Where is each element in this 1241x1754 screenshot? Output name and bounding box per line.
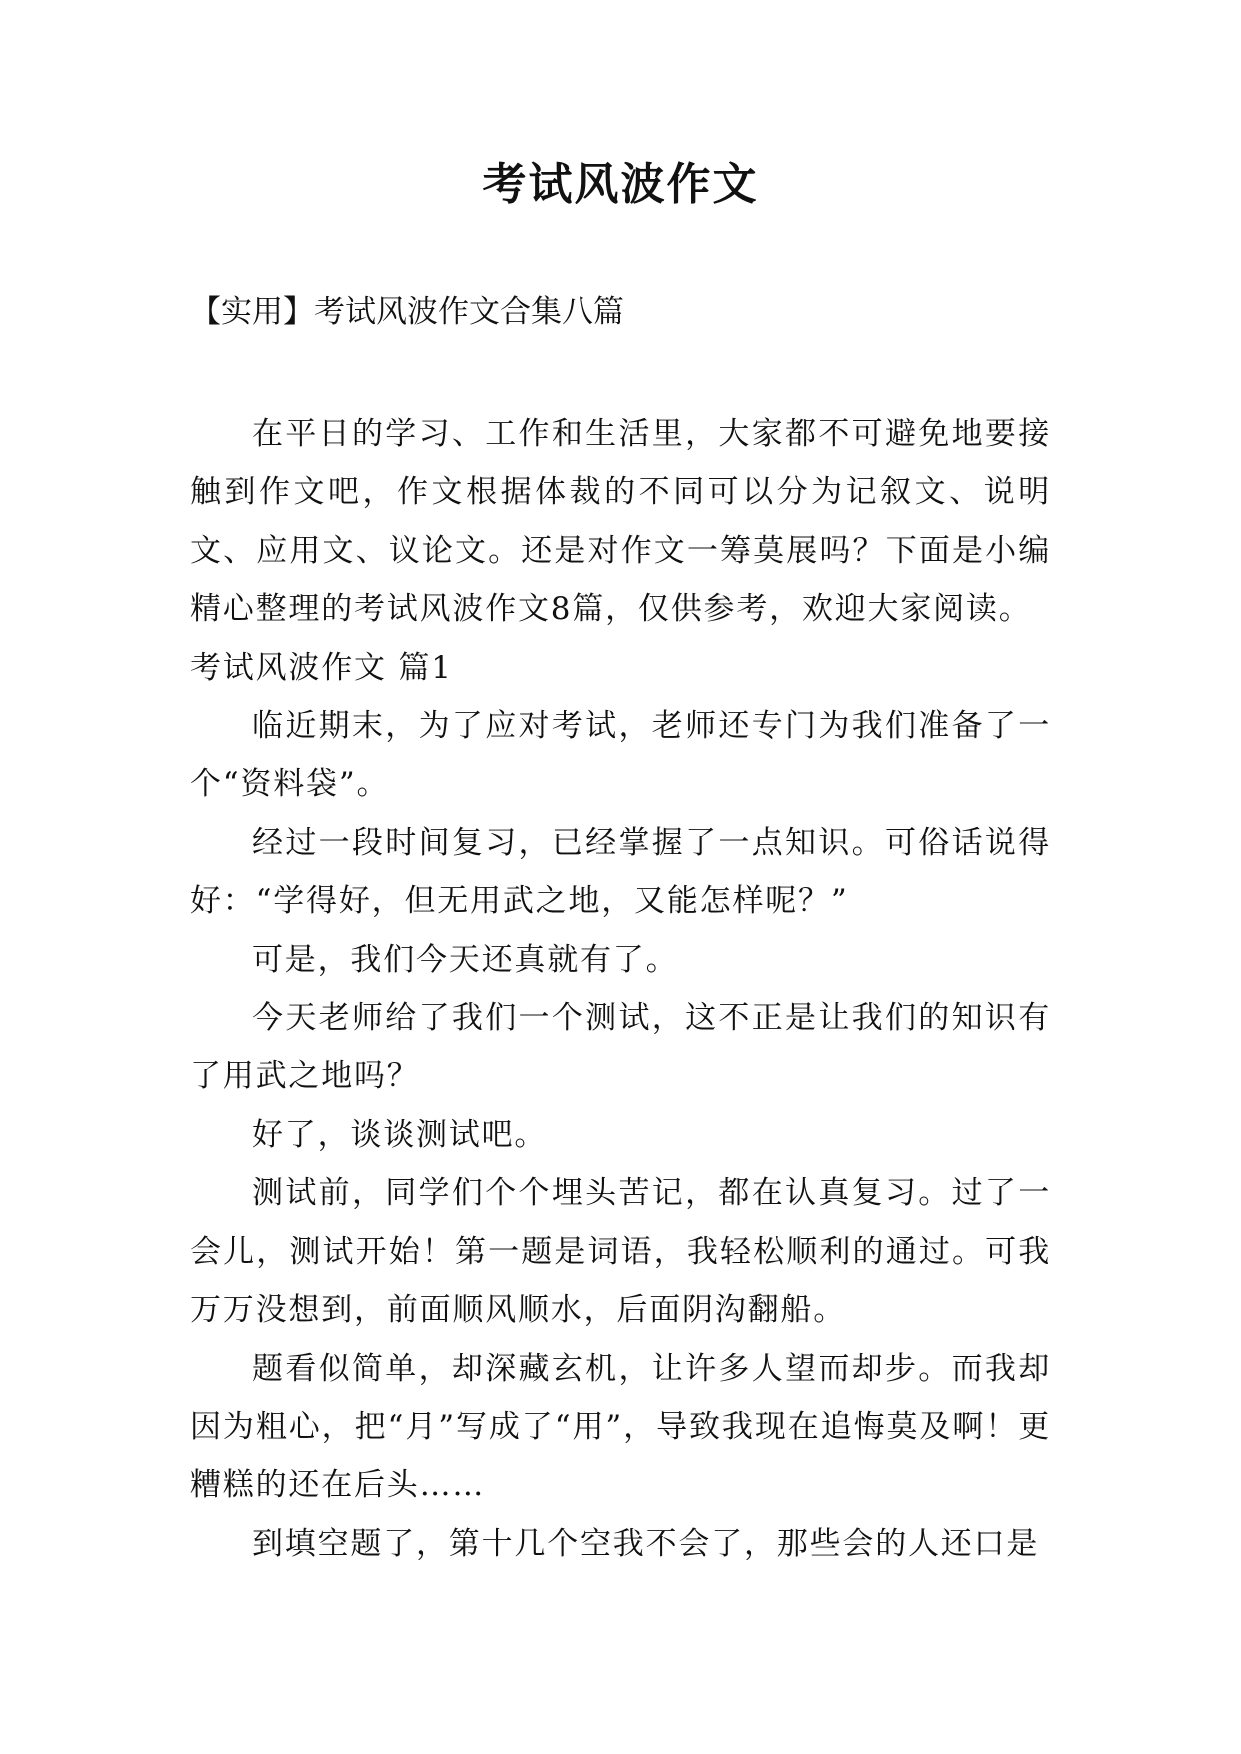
paragraph: 到填空题了，第十几个空我不会了，那些会的人还口是 bbox=[252, 1525, 1040, 1562]
paragraph: 测试前，同学们个个埋头苦记，都在认真复习。过了一会儿，测试开始！第一题是词语，我轻松顺利的通过。可我万万没想到，前面顺风顺水，后面阴沟翻船。 bbox=[190, 1175, 1051, 1329]
section-heading: 考试风波作文 篇1 bbox=[190, 649, 453, 686]
document-body bbox=[190, 405, 1051, 1573]
document-title: 考试风波作文 bbox=[482, 159, 759, 210]
paragraph: 好了，谈谈测试吧。 bbox=[252, 1116, 548, 1153]
document-subtitle: 【实用】考试风波作文合集八篇 bbox=[190, 294, 624, 330]
paragraph: 题看似简单，却深藏玄机，让许多人望而却步。而我却因为粗心，把“月”写成了“用”，导致我现在追悔莫及啊！更糟糕的还在后头…… bbox=[190, 1350, 1051, 1504]
paragraph: 临近期末，为了应对考试，老师还专门为我们准备了一个“资料袋”。 bbox=[190, 708, 1051, 803]
paragraph: 在平日的学习、工作和生活里，大家都不可避免地要接触到作文吧，作文根据体裁的不同可以分为记叙文、说明文、应用文、议论文。还是对作文一筹莫展吗？下面是小编精心整理的考试风波作文8篇，仅供参考，欢迎大家阅读。 bbox=[190, 416, 1051, 628]
paragraph: 今天老师给了我们一个测试，这不正是让我们的知识有了用武之地吗？ bbox=[190, 1000, 1051, 1095]
paragraph: 经过一段时间复习，已经掌握了一点知识。可俗话说得好：“学得好，但无用武之地，又能怎样呢？” bbox=[190, 824, 1051, 920]
paragraph: 可是，我们今天还真就有了。 bbox=[252, 941, 679, 978]
